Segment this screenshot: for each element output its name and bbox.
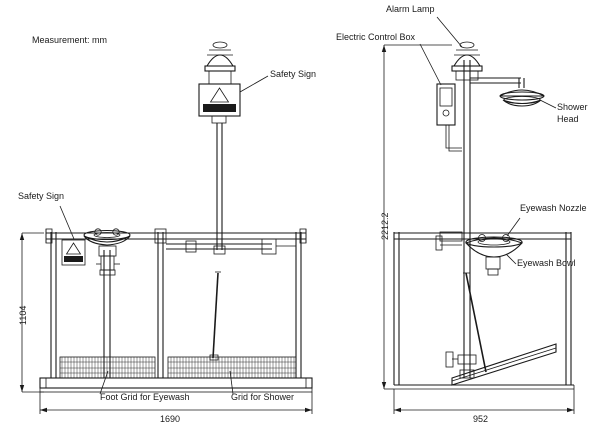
label-shower-head-line2: Head	[557, 114, 579, 124]
label-eyewash-nozzle: Eyewash Nozzle	[520, 203, 587, 213]
dimension-width-front: 1690	[160, 414, 181, 424]
label-eyewash-bowl: Eyewash Bowl	[517, 258, 576, 268]
measurement-note: Measurement: mm	[32, 35, 108, 45]
dimension-height-right: 2212.2	[380, 212, 390, 240]
label-shower-head-line1: Shower	[557, 102, 588, 112]
label-foot-grid-for-eyewash: Foot Grid for Eyewash	[100, 392, 190, 402]
label-grid-for-shower: Grid for Shower	[231, 392, 295, 402]
label-electric-control-box: Electric Control Box	[336, 32, 416, 42]
dimension-width-side: 952	[473, 414, 489, 424]
label-alarm-lamp: Alarm Lamp	[386, 4, 435, 14]
label-safety-sign-left: Safety Sign	[18, 191, 65, 201]
dimension-height-left: 1104	[18, 305, 28, 325]
label-safety-sign-front: Safety Sign	[270, 69, 317, 79]
